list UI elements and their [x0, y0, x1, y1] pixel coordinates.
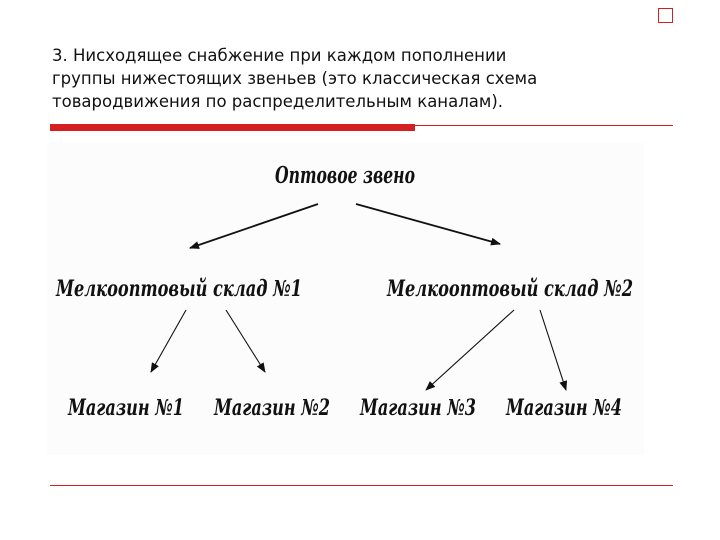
node-shop-4: Магазин №4: [505, 395, 622, 421]
node-shop-1: Магазин №1: [67, 395, 184, 421]
title-line-2: группы нижестоящих звеньев (это классическая схема: [52, 69, 538, 88]
title-line-3: товародвижения по распределительным каналам).: [52, 92, 503, 111]
title-line-1: 3. Нисходящее снабжение при каждом пополнении: [52, 46, 507, 65]
node-wholesale: Оптовое звено: [275, 162, 415, 189]
footer-line: [50, 485, 673, 486]
arrow-root-to-warehouse-2: [356, 204, 500, 244]
node-shop-3: Магазин №3: [359, 395, 476, 421]
arrow-warehouse-1-to-shop-1: [151, 310, 186, 372]
arrow-warehouse-2-to-shop-4: [540, 310, 566, 390]
arrow-warehouse-1-to-shop-2: [226, 310, 265, 372]
arrow-root-to-warehouse-1: [190, 204, 318, 248]
node-warehouse-1: Мелкооптовый склад №1: [55, 276, 303, 302]
arrow-warehouse-2-to-shop-3: [426, 310, 514, 390]
node-shop-2: Магазин №2: [213, 395, 330, 421]
node-warehouse-2: Мелкооптовый склад №2: [386, 276, 633, 302]
